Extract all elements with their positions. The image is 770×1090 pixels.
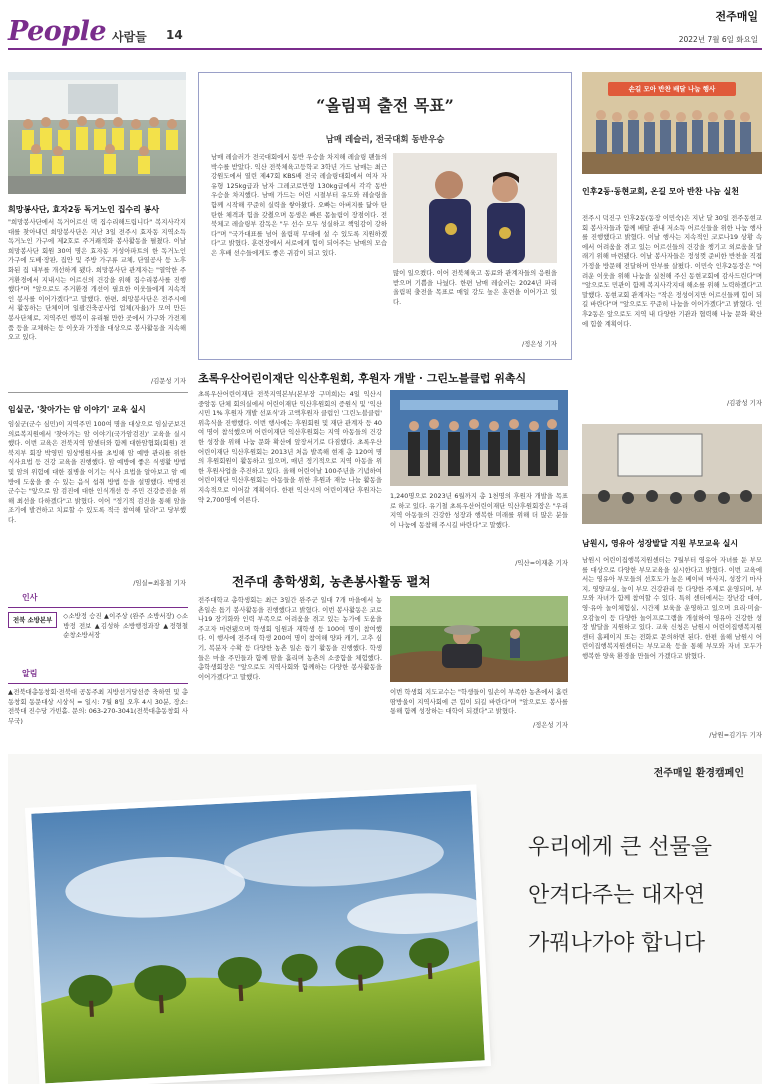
chorok-body-continued: 1,240명으로 2023년 6월까지 총 1천명의 후원자 개발을 목표로 하고 있다. 유기철 초록우산어린이재단 익산후원회장은 "우리 지역 아동들의 건강한 성장과 행복한 미래를 위해 더 많은 분들이 나눔에 동참해 주시길 바란다"고 말했다.	[390, 492, 568, 529]
jjuniv-body-continued: 이번 학생회 지도교수는 "학생들이 일손이 부족한 농촌에서 흘린 땀방울이 지역사회에 큰 힘이 되길 바란다"며 "앞으로도 봉사를 통해 함께 성장하는 대학이 되겠다"고 밝혔다.	[390, 688, 568, 716]
personnel-heading: 인사	[22, 593, 38, 602]
jjuniv-body: 전주대학교 총학생회는 최근 3일간 완주군 일대 7개 마을에서 농촌일손 돕기 봉사활동을 진행했다고 밝혔다. 이번 봉사활동은 코로나19 장기화와 인력 부족으로 어려움을 겪고 있는 농가에 도움을 주고자 마련됐으며 학생회 임원과 재학생 등 100여 명이 참여했다. 이 행사에 전주대 학생 200여 명이 참여해 양파 캐기, 고추 심기, 복분자 수확 등 다양한 농촌 일손 돕기 활동을 진행했다. 학생들은 마을 주민들과 함께 땀을 흘리며 농촌의 소중함을 체험했다. 총학생회장은 "앞으로도 지역사회와 함께하는 다양한 봉사활동을 이어가겠다"고 말했다.	[198, 596, 382, 681]
campaign-slogan	[528, 824, 758, 968]
article-byline: /김광성 기자	[726, 399, 762, 407]
article-byline: /남원=김기두 기자	[709, 731, 762, 739]
header-rule	[8, 48, 762, 50]
wrestlers-photo	[393, 153, 557, 263]
olympic-subtitle: 남매 레슬러, 전국대회 동반우승	[325, 135, 445, 145]
volunteers-illustration	[8, 72, 186, 194]
campaign-slogan-line: 우리에게 큰 선물을	[528, 835, 713, 860]
chorok-title: 초록우산어린이재단 익산후원회, 후원자 개발 · 그린노블클럽 위촉식	[198, 372, 527, 385]
article-body: 남원시 어린이집행복지원센터는 7월부터 영유아 자녀를 둔 부모를 대상으로 다양한 부모교육을 실시한다고 밝혔다. 이번 교육에서는 영유아 부모들의 선호도가 높은 베이비 마사지, 성장기 마사지, 영양교실, 놀이 부모 건강관리 등 다양한 주제로 운영되며, 부모와 자녀가 함께 참여할 수 있다. 특히 센터에서는 장난감 대여, 영·유아 놀이체험실, 시간제 보육을 운영하고 있으며 요리·미술·오감놀이 등 다양한 놀이프로그램을 개설하여 영유아 건강한 성장 발달을 지원하고 있다. 교육 신청은 남원시 어린이집행복지원센터 홈페이지 또는 전화로 문의하면 된다. 한편 올해 남원시 어린이집행복지원센터는 부모교육 등을 통해 부모와 자녀 모두가 행복한 양육 환경을 만들어 가겠다고 밝혔다.	[582, 556, 762, 660]
campaign-photo	[31, 791, 485, 1084]
page-number: 14	[166, 28, 183, 42]
campaign-slogan-line: 가꿔나가야 합니다	[528, 931, 706, 956]
article-byline: /김문성 기자	[150, 377, 186, 385]
personnel-org: 전북 소방본부	[8, 612, 57, 628]
volunteers-row-illustration	[582, 72, 762, 174]
side-dish-sharing-photo	[582, 72, 762, 174]
volunteer-group-photo	[8, 72, 186, 194]
chorok-byline: /익산=이재춘 기자	[515, 559, 568, 567]
parent-education-photo	[582, 424, 762, 524]
article-title: 인후2동·동현교회, 온길 모아 반찬 나눔 실천	[582, 187, 739, 196]
article-title: 희망봉사단, 효자2동 독거노인 집수리 봉사	[8, 205, 160, 214]
olympic-byline: /정은성 기자	[521, 340, 557, 348]
article-body: "희망봉사단에서 독거어르신 댁 집수리해드립니다" 복지사각지대를 찾아내던 희망봉사단은 지난 3일 전주시 효자동 지역소득 독거노인 가구에 제2호로 주거쾌적화 봉사활동을 펼쳤다. 이날 희망봉사단 회원 30여 명은 효자동 거성아파트의 한 독거노인 가구에 도배·장판, 집안 및 주방 가구류 교체, 단열공사 등 노후화된 집 내부를 개선하게 됐다. 희망봉사단 관계자는 "열악한 주거환경에서 지내시는 어르신의 건강을 위해 집수리봉사를 진행했다"며 "앞으로도 주거환경 개선이 필요한 이웃들에게 지속적인 봉사를 이어가겠다"고 말했다. 한편, 희망봉사단은 전주시에서 활동하는 단체이며 일괄건축공사업 업체(자율)가 모여 만든 봉사단체로, 지역주민 행복이 유리될 만한 곳에서 가구와 가전제품 등을 교체하는 등 이웃과 가정을 대상으로 봉사활동을 지속해 오고 있다.	[8, 218, 186, 342]
article-body: 전주시 덕진구 인후2동(동장 이민숙)은 지난 달 30일 전주동현교회 봉사자들과 함께 배달 관내 저소득 어르신들을 위한 나눔 행사를 진행했다고 밝혔다. 이날 행사는 지속적인 코로나19 상황 속에서 어려움을 겪고 있는 어르신들의 건강을 챙기고 외로움을 달래기 위해 마련됐다. 이날 봉사자들은 정성껏 준비한 반찬을 직접 가정을 방문해 전달하며 안부를 살폈다. 이민숙 인후2동장은 "어려운 이웃을 위해 나눔을 실천해 주신 동현교회에 감사드린다"며 "앞으로도 민관이 함께 복지사각지대 해소를 위해 노력하겠다"고 말했다. 동현교회 관계자는 "작은 정성이지만 어르신들께 힘이 되길 바란다"며 "앞으로도 꾸준히 나눔을 이어가겠다"고 밝혔다. 인후2동은 앞으로도 지역 내 다양한 기관과 협력해 나눔 문화 확산에 힘쓸 계획이다.	[582, 214, 762, 328]
personnel-text: ◇소방정 승진 ▲이주상 (완주 소방서장) ◇소방정 전보 ▲김성하 소방행정과장 ▲정형철 순창소방서장	[63, 612, 188, 640]
event-banner-text: 손길 모아 반찬 배달 나눔 행사	[628, 85, 716, 93]
olympic-quote-headline: “올림픽 출전 목표”	[316, 96, 454, 115]
divider	[8, 392, 188, 393]
article-body: 임실군(군수 심민)이 지역주민 100여 명을 대상으로 임실군보건의료복지원에서 '찾아가는 암 이야기(국가암검진)' 교육을 실시했다. 이번 교육은 전북지역 암센터와 함께 대한암협회(회원) 전북지부 회장 박영민 임상병원사를 초빙해 암 예방 관리를 위한 식사요법 등 건강 교육을 진행했다. 암 예방에 좋은 식생활 방법 및 암의 위험에 대한 질병을 이기는 식사 요법을 알아보고 암 예방에 도움을 줄 수 있는 음식 섭취 방법 등을 설명했다. 박병진 군수는 "앞으로 암 검진에 대한 인식개선 등 주민 건강증진을 위해 최선을 다하겠다"고 밝혔다. 이어 "정기적 검진을 통해 암을 조기에 발견하고 치료할 수 있도록 적극 참여해 달라"고 당부했다.	[8, 420, 186, 524]
environment-campaign-ad	[8, 754, 762, 1084]
ceremony-illustration	[390, 390, 568, 486]
classroom-illustration	[582, 424, 762, 524]
olympic-body: 남매 레슬러가 전국대회에서 동반 우승을 차지해 레슬링 팬들의 박수를 받았다. 익산 전북체육고등학교 3학년 가드 남매는 최근 강원도에서 열린 제47회 KBS배 전국 레슬링대회에서 여자 자유형 125kg급과 남자 그레코로만형 130kg급에서 각각 동반 우승을 차지했다. 남매 가드는 어린 시절부터 유도와 레슬링을 함께 시작해 꾸준히 실력을 쌓아왔다. 오빠는 아버지를 닮아 탄탄한 체격과 힘을 갖췄으며 동생은 빠른 몸놀림이 장점이다. 전북체고 레슬링부 감독은 "두 선수 모두 성실하고 책임감이 강하다"며 "국가대표를 넘어 올림픽 무대에 설 수 있도록 지원하겠다"고 밝혔다. 훈련장에서 서로에게 힘이 되어주는 남매의 모습은 후배 선수들에게도 좋은 귀감이 되고 있다.	[211, 153, 387, 257]
article-title: 남원시, 영유아 성장발달 지원 부모교육 실시	[582, 539, 739, 548]
jjuniv-title: 전주대 총학생회, 농촌봉사활동 펼쳐	[232, 574, 431, 589]
olympic-article-box	[198, 72, 572, 360]
meadow-trees-illustration	[31, 791, 485, 1084]
section-korean: 사람들	[112, 30, 147, 44]
notice-text: ▲전북대총동창회·전북대 공동주최 지방선거당선증 축하연 및 총동창회 동문대상 시상식 = 일시: 7월 8일 오후 4시 30분, 장소: 전북대 진수당 가빈홀. 문의: 063-270-3041(전북대총동창회 사무국)	[8, 688, 188, 725]
jjuniv-byline: /정은성 기자	[532, 721, 568, 729]
issue-date: 2022년 7월 6일 화요일	[678, 35, 758, 44]
chorok-ceremony-photo	[390, 390, 568, 486]
chorok-body: 초록우산어린이재단 전북지역본부(본부장 구미희)는 4일 익산시 중앙동 단체 회의실에서 어린이재단 익산후원회의 증원식 및 '익산시민 1% 후원자 개발 선포식'과 고액후원자 클럽인 '그린노블클럽' 위촉식을 진행했다. 이번 행사에는 후원회원 및 재단 관계자 등 40여 명이 참석했으며 어린이재단 익산후원회는 지역 아동들의 건강한 성장을 위해 나눔 문화 확산에 앞장서기로 다짐했다. 초록우산어린이재단 익산후원회는 2013년 처음 발족해 현재 총 120여 명의 후원회원이 활동하고 있으며, 매년 정기적으로 지역 아동을 위한 후원사업을 추진하고 있다. 올해 어린이날 100주년을 기념하여 어린이재단 익산후원회는 아동들을 위한 후원과 재능 나눔 활동을 지속적으로 이어갈 계획이다. 한편 익산시의 어린이재단 후원자는 약 2,700명에 이른다.	[198, 390, 382, 504]
notice-box	[8, 668, 188, 728]
section-word: People	[8, 16, 107, 47]
olympic-body-continued: 많이 일으켰다. 이어 전북체육고 동료와 관계자들의 응원을 받으며 기쁨을 나눴다. 한편 남매 레슬러는 2024년 파리 올림픽 출전을 목표로 매일 강도 높은 훈련을 이어가고 있다.	[393, 269, 557, 306]
farm-illustration	[390, 596, 568, 682]
page-header	[0, 0, 770, 50]
paper-name: 전주매일	[715, 10, 758, 23]
personnel-box	[8, 592, 188, 650]
notice-heading: 알림	[22, 669, 38, 678]
article-byline: /임실=최홍철 기자	[133, 579, 186, 587]
wrestlers-illustration	[393, 153, 557, 263]
campaign-slogan-line: 안겨다주는 대자연	[528, 883, 706, 908]
campaign-label: 전주매일 환경캠페인	[653, 768, 744, 779]
article-title: 임실군, '찾아가는 암 이야기' 교육 실시	[8, 405, 146, 414]
farm-volunteer-photo	[390, 596, 568, 682]
